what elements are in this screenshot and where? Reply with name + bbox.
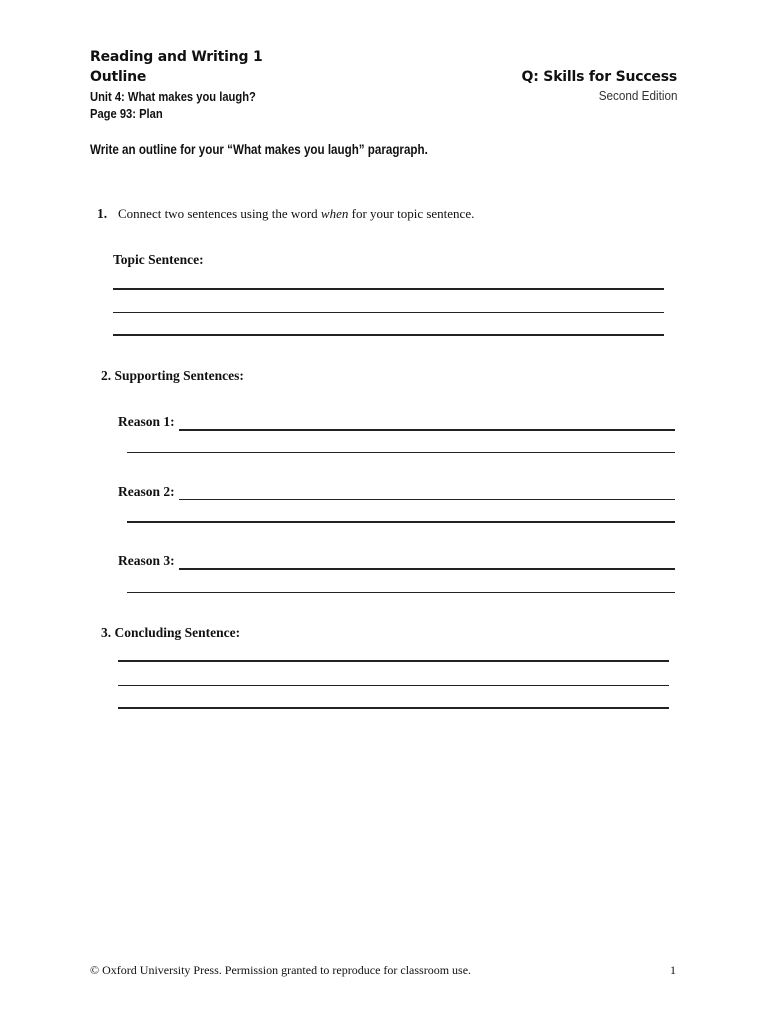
copyright-notice: © Oxford University Press. Permission granted to reproduce for classroom use. xyxy=(90,963,472,977)
course-title: Reading and Writing 1 xyxy=(90,49,263,65)
reason-2-line-1[interactable] xyxy=(179,499,675,500)
item-1-instruction xyxy=(118,206,474,222)
reason-3-label: Reason 3: xyxy=(118,553,175,568)
brand-title: Q: Skills for Success xyxy=(521,69,677,85)
instruction-text: Write an outline for your “What makes you laugh” paragraph. xyxy=(90,142,428,157)
item-1-emphasis-word: when xyxy=(320,206,349,221)
page-number: 1 xyxy=(670,963,676,977)
edition-label: Second Edition xyxy=(598,88,677,103)
supporting-sentences-heading: 2. Supporting Sentences: xyxy=(101,368,244,383)
reason-1-line-1[interactable] xyxy=(179,429,675,431)
topic-sentence-label: Topic Sentence: xyxy=(113,252,204,267)
topic-sentence-line-3[interactable] xyxy=(113,334,664,336)
concluding-sentence-line-3[interactable] xyxy=(118,707,669,709)
topic-sentence-line-1[interactable] xyxy=(113,288,664,290)
topic-sentence-line-2[interactable] xyxy=(113,312,664,313)
reason-1-label: Reason 1: xyxy=(118,414,175,429)
page-label: Page 93: Plan xyxy=(90,106,163,121)
reason-2-label: Reason 2: xyxy=(118,484,175,499)
concluding-sentence-line-1[interactable] xyxy=(118,660,669,662)
item-1-text-before: Connect two sentences using the word xyxy=(118,206,321,221)
reason-1-line-2[interactable] xyxy=(127,452,675,453)
item-1-number: 1. xyxy=(97,206,108,221)
reason-3-line-2[interactable] xyxy=(127,592,675,593)
item-1-text-after: for your topic sentence. xyxy=(348,206,475,221)
document-type: Outline xyxy=(90,69,147,85)
concluding-sentence-line-2[interactable] xyxy=(118,685,669,686)
reason-2-line-2[interactable] xyxy=(127,521,675,523)
concluding-sentence-heading: 3. Concluding Sentence: xyxy=(101,625,241,640)
reason-3-line-1[interactable] xyxy=(179,568,675,570)
unit-label: Unit 4: What makes you laugh? xyxy=(90,89,256,104)
